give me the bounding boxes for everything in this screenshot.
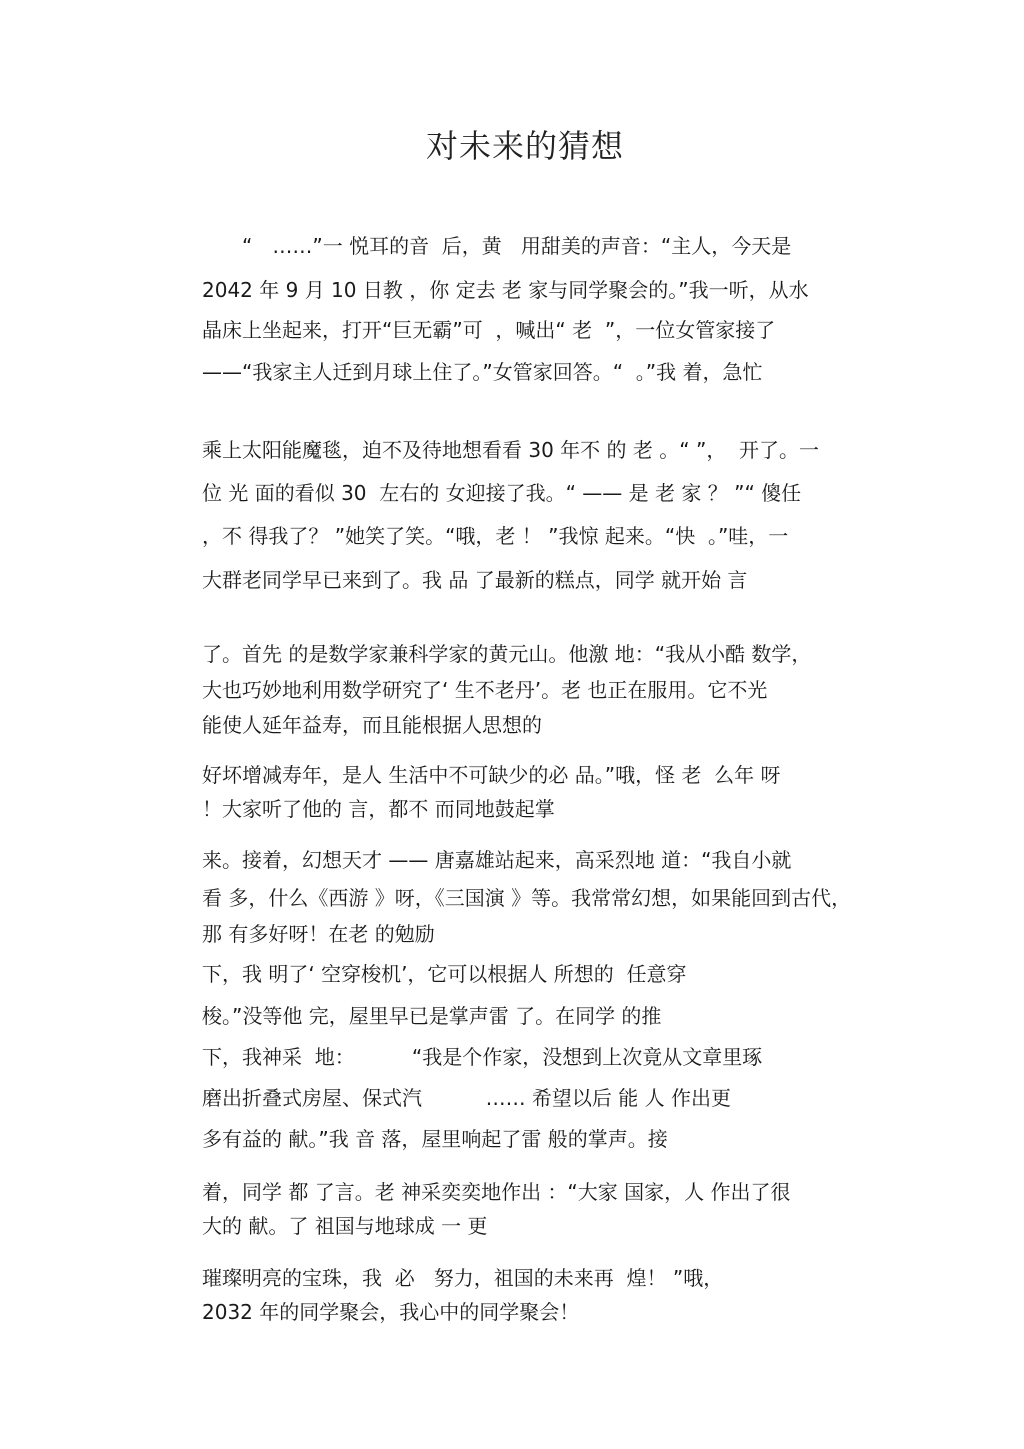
- body-line: 2032 年的同学聚会，我心中的同学聚会！: [202, 1300, 580, 1324]
- body-line: 那 有多好呀！在老 的勉励: [202, 922, 435, 946]
- body-line: 了。首先 的是数学家兼科学家的黄元山。他激 地：“我从小酷 数学，: [202, 642, 812, 666]
- document-title: 对未来的猜想: [425, 127, 624, 165]
- body-line: 多有益的 献。”我 音 落，屋里响起了雷 般的掌声。接: [202, 1127, 668, 1151]
- body-line: 能使人延年益寿，而且能根据人思想的: [202, 713, 542, 737]
- body-line: 位 光 面的看似 30 左右的 女迎接了我。“ —— 是 老 家 ？ ”“ 傻任: [202, 481, 802, 505]
- body-line: ，不 得我了？ ”她笑了笑。“哦，老 ！ ”我惊 起来。“快 。”哇，一: [202, 524, 789, 548]
- body-line: 着，同学 都 了言。老 神采奕奕地作出 ：“大家 国家，人 作出了很: [202, 1180, 791, 1204]
- body-line: 璀璨明亮的宝珠，我 必 努力，祖国的未来再 煌！ ”哦，: [202, 1266, 724, 1290]
- body-line: 大的 献。了 祖国与地球成 一 更: [202, 1214, 488, 1238]
- body-line: 看 多，什么《西游 》呀，《三国演 》等。我常常幻想，如果能回到古代，: [202, 886, 852, 910]
- body-line: 磨出折叠式房屋、保式汽 …… 希望以后 能 人 作出更: [202, 1086, 732, 1110]
- body-line: 下，我 明了‘ 空穿梭机’，它可以根据人 所想的 任意穿: [202, 962, 687, 986]
- body-line: 来。接着，幻想天才 —— 唐嘉雄站起来，高采烈地 道：“我自小就: [202, 848, 792, 872]
- body-line: ！大家听了他的 言，都不 而同地鼓起掌: [202, 797, 555, 821]
- body-line: 大群老同学早已来到了。我 品 了最新的糕点，同学 就开始 言: [202, 568, 748, 592]
- body-line: 梭。”没等他 完，屋里早已是掌声雷 了。在同学 的推: [202, 1004, 662, 1028]
- body-line: 晶床上坐起来，打开“巨无霸”可 ，喊出“ 老 ”，一位女管家接了: [202, 318, 776, 342]
- body-line: 大也巧妙地利用数学研究了‘ 生不老丹’。老 也正在服用。它不光: [202, 678, 768, 702]
- body-line: ——“我家主人迁到月球上住了。”女管家回答。“ 。”我 着，急忙: [202, 360, 763, 384]
- body-line: “ ……”一 悦耳的音 后，黄 用甜美的声音：“主人，今天是: [202, 234, 792, 258]
- body-line: 2042 年 9 月 10 日教 ，你 定去 老 家与同学聚会的。”我一听，从水: [202, 278, 809, 302]
- body-line: 乘上太阳能魔毯，迫不及待地想看看 30 年不 的 老 。“ ”， 开了。一: [202, 438, 820, 462]
- body-line: 下，我神采 地： “我是个作家，没想到上次竟从文章里琢: [202, 1045, 763, 1069]
- body-line: 好坏增减寿年，是人 生活中不可缺少的必 品。”哦，怪 老 么年 呀: [202, 763, 781, 787]
